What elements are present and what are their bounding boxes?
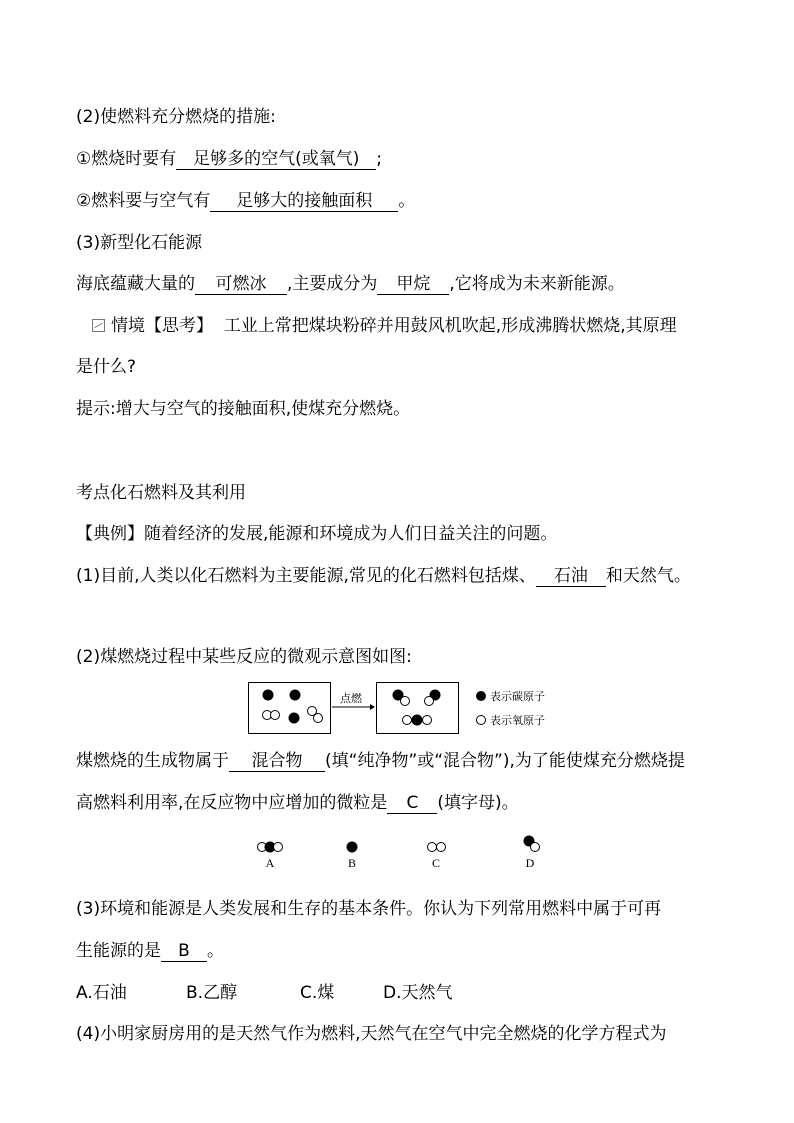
section3-heading: (3)新型化石能源 xyxy=(76,233,203,253)
legend-oxygen-label: 表示氧原子 xyxy=(490,714,545,727)
option-c xyxy=(428,843,446,871)
q3-line2-a: 生能源的是 xyxy=(76,941,161,961)
q1-line xyxy=(76,565,691,587)
option-d xyxy=(524,836,540,871)
q3-line2 xyxy=(76,940,224,962)
q2-line2-a: 高燃料利用率,在反应物中应增加的微粒是 xyxy=(76,793,388,813)
option-a-label: A xyxy=(265,856,275,870)
q1-answer: 石油 xyxy=(536,566,606,587)
q3-answer: B xyxy=(161,941,207,962)
item2-suffix: 。 xyxy=(398,191,416,211)
legend-carbon-icon xyxy=(476,691,486,701)
q2-answer1: 混合物 xyxy=(229,751,325,772)
oxygen-atom xyxy=(401,697,410,706)
reactants-box xyxy=(249,683,331,734)
section2-item1 xyxy=(76,148,382,170)
q1-text-b: 和天然气。 xyxy=(605,566,691,586)
item2-prefix: ②燃料要与空气有 xyxy=(76,191,211,211)
oxygen-atom xyxy=(403,716,412,725)
section2-item2 xyxy=(76,190,415,212)
topic-title: 考点化石燃料及其利用 xyxy=(76,483,246,503)
item1-suffix: ; xyxy=(376,149,382,169)
carbon-atom xyxy=(412,715,423,726)
arrow-label: 点燃 xyxy=(340,692,362,705)
example-line xyxy=(76,523,557,545)
choice-d: D.天然气 xyxy=(383,983,453,1003)
section3-text xyxy=(76,273,625,295)
think-tag: 情境【思考】 xyxy=(111,316,213,336)
option-b-label: B xyxy=(347,856,357,870)
think-line2: 是什么? xyxy=(76,357,137,377)
oxygen-atom xyxy=(314,714,323,723)
legend-oxygen-icon xyxy=(477,716,486,725)
item1-prefix: ①燃烧时要有 xyxy=(76,149,177,169)
section3-answer2: 甲烷 xyxy=(377,274,449,295)
carbon-atom xyxy=(290,690,301,701)
item1-answer: 足够多的空气(或氧气) xyxy=(176,149,376,170)
choice-a: A.石油 xyxy=(76,983,127,1003)
q2-line1-b: (填“纯净物”或“混合物”),为了能使煤充分燃烧提 xyxy=(325,751,685,771)
think-question: 工业上常把煤块粉碎并用鼓风机吹起,形成沸腾状燃烧,其原理 xyxy=(223,316,677,336)
carbon-atom xyxy=(263,690,274,701)
legend-carbon-label: 表示碳原子 xyxy=(490,690,545,703)
q2-line1 xyxy=(76,750,685,772)
example-text: 随着经济的发展,能源和环境成为人们日益关注的问题。 xyxy=(144,524,558,544)
q2-line2 xyxy=(76,792,519,814)
think-icon xyxy=(92,319,105,332)
section3-text-a: 海底蕴藏大量的 xyxy=(76,274,195,294)
section3-text-b: ,主要成分为 xyxy=(287,274,378,294)
q1-text-a: (1)目前,人类以化石燃料为主要能源,常见的化石燃料包括煤、 xyxy=(76,566,536,586)
oxygen-atom xyxy=(425,697,434,706)
q3-line2-b: 。 xyxy=(207,941,224,961)
reaction-diagram xyxy=(248,680,568,736)
option-b xyxy=(347,842,358,871)
oxygen-atom xyxy=(423,716,432,725)
q2-answer2: C xyxy=(387,793,437,814)
option-a xyxy=(258,842,283,871)
q2-heading: (2)煤燃烧过程中某些反应的微观示意图如图: xyxy=(76,647,412,667)
option-d-label: D xyxy=(525,856,535,870)
section3-answer1: 可燃冰 xyxy=(195,274,287,295)
carbon-atom xyxy=(289,713,300,724)
q3-line1: (3)环境和能源是人类发展和生存的基本条件。你认为下列常用燃料中属于可再 xyxy=(76,899,662,919)
section3-text-c: ,它将成为未来新能源。 xyxy=(449,274,625,294)
think-line1 xyxy=(92,315,677,337)
arrow-head xyxy=(370,704,375,710)
oxygen-atom xyxy=(271,711,280,720)
products-box xyxy=(377,683,459,734)
item2-answer: 足够大的接触面积 xyxy=(210,191,398,212)
option-c-label: C xyxy=(431,856,441,870)
section2-heading: (2)使燃料充分燃烧的措施: xyxy=(76,107,276,127)
choice-c: C.煤 xyxy=(300,983,335,1003)
q4-line1: (4)小明家厨房用的是天然气作为燃料,天然气在空气中完全燃烧的化学方程式为 xyxy=(76,1024,667,1044)
choice-b: B.乙醇 xyxy=(186,983,238,1003)
think-hint: 提示:增大与空气的接触面积,使煤充分燃烧。 xyxy=(76,399,411,419)
q2-line1-a: 煤燃烧的生成物属于 xyxy=(76,751,229,771)
example-tag: 【典例】 xyxy=(76,524,144,544)
option-particles xyxy=(250,833,550,873)
q2-line2-b: (填字母)。 xyxy=(437,793,519,813)
